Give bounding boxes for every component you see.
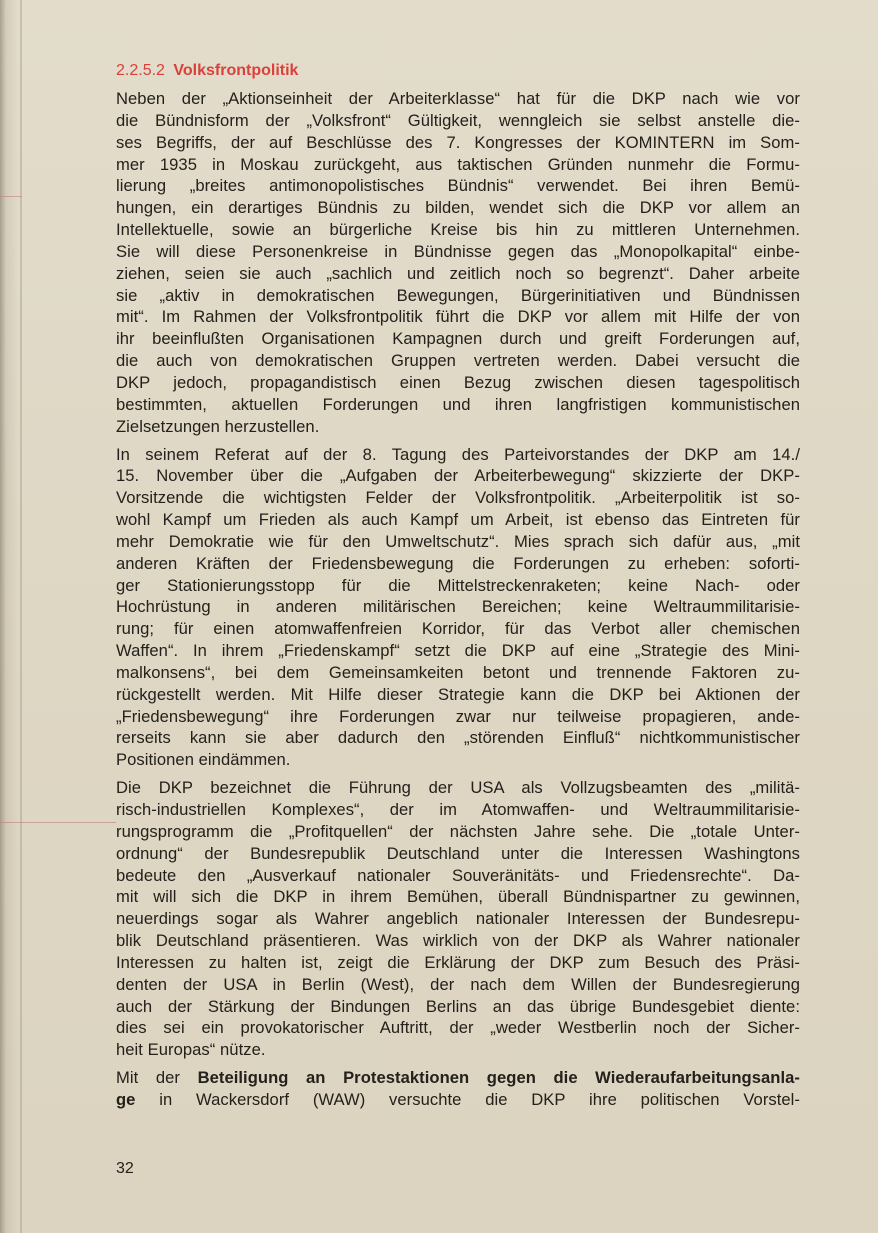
text-line: DKP jedoch, propagandistisch einen Bezug zwischen diesen tagespolitisch	[116, 372, 800, 392]
section-title: Volksfrontpolitik	[173, 62, 299, 79]
text-line: risch-industriellen Komplexes“, der im Atomwaffen- und Weltraummilitarisie-	[116, 800, 800, 819]
text-line	[116, 1089, 800, 1111]
text-line: mehr Demokratie wie für den Umweltschutz“. Mies sprach sich dafür aus, „mit	[116, 531, 800, 551]
text-line: dies sei ein provokatorischer Auftritt, der „weder Westberlin noch der Sicher-	[116, 1018, 800, 1038]
section-number: 2.2.5.2	[116, 62, 165, 79]
text-line: sie „aktiv in demokratischen Bewegungen, Bürgerinitiativen und Bündnissen	[116, 285, 800, 305]
margin-mark	[0, 822, 116, 823]
paragraph	[116, 1067, 800, 1111]
text-line: ses Begriffs, der auf Beschlüsse des 7. Kongresses der KOMINTERN im Som-	[116, 132, 800, 152]
paragraph	[116, 444, 800, 772]
text-line: ziehen, seien sie auch „sachlich und zeitlich noch so begrenzt“. Daher arbeite	[116, 263, 800, 283]
text-line: Waffen“. In ihrem „Friedenskampf“ setzt die DKP auf eine „Strategie des Mini-	[116, 641, 800, 661]
margin-mark	[0, 196, 22, 197]
text-line: lierung „breites antimonopolistisches Bündnis“ verwendet. Bei ihren Bemü-	[116, 176, 800, 196]
text-line: malkonsens“, bei dem Gemeinsamkeiten betont und trennende Faktoren zu-	[116, 662, 800, 682]
text-line: rung; für einen atomwaffenfreien Korridor, für das Verbot aller chemischen	[116, 619, 800, 639]
text-line: In seinem Referat auf der 8. Tagung des Parteivorstandes der DKP am 14./	[116, 444, 800, 464]
text-line: wohl Kampf um Frieden als auch Kampf um Arbeit, ist ebenso das Eintreten für	[116, 510, 800, 530]
text-line: 15. November über die „Aufgaben der Arbeiterbewegung“ skizzierte der DKP-	[116, 466, 800, 486]
text-column	[116, 60, 800, 1117]
text-line: ihr beeinflußten Organisationen Kampagnen durch und greift Forderungen auf,	[116, 329, 800, 349]
text-line: anderen Kräften der Friedensbewegung die Forderungen zu erheben: soforti-	[116, 553, 800, 573]
binding-edge	[20, 0, 22, 1233]
text-line: rerseits kann sie aber dadurch den „störenden Einfluß“ nichtkommunistischer	[116, 728, 800, 748]
text-line: heit Europas“ nütze.	[116, 1040, 266, 1060]
text-line: die Bündnisform der „Volksfront“ Gültigkeit, wenngleich sie selbst anstelle die-	[116, 110, 800, 130]
text-line: Die DKP bezeichnet die Führung der USA als Vollzugsbeamten des „militä-	[116, 778, 800, 798]
text-line: denten der USA in Berlin (West), der nach dem Willen der Bundesregierung	[116, 974, 800, 994]
text-line: Zielsetzungen herzustellen.	[116, 416, 320, 436]
text-line	[116, 1067, 800, 1089]
page-number: 32	[116, 1160, 134, 1177]
text-line: die auch von demokratischen Gruppen vertreten werden. Dabei versucht die	[116, 351, 800, 371]
text-line: Interessen zu halten ist, zeigt die Erklärung der DKP zum Besuch des Präsi-	[116, 952, 800, 972]
text-line: Hochrüstung in anderen militärischen Bereichen; keine Weltraummilitarisie-	[116, 597, 800, 617]
text-run: in Wackersdorf (WAW) versuchte die DKP ihre politischen Vorstel-	[135, 1089, 800, 1109]
text-line: Neben der „Aktionseinheit der Arbeiterklasse“ hat für die DKP nach wie vor	[116, 89, 800, 108]
emphasis-text: Beteiligung an Protestaktionen gegen die Wiederaufarbeitungsanla-	[197, 1068, 800, 1088]
text-line: mer 1935 in Moskau zurückgeht, aus taktischen Gründen nunmehr die Formu-	[116, 154, 800, 174]
text-run: Mit der	[116, 1068, 198, 1088]
paragraph	[116, 777, 800, 1061]
text-line: rungsprogramm die „Profitquellen“ der nächsten Jahre sehe. Die „totale Unter-	[116, 821, 800, 841]
text-line: blik Deutschland präsentieren. Was wirklich von der DKP als Wahrer nationaler	[116, 931, 800, 951]
text-line: bedeute den „Ausverkauf nationaler Souveränitäts- und Friedensrechte“. Da-	[116, 865, 800, 885]
text-line: auch der Stärkung der Bindungen Berlins an das übrige Bundesgebiet diente:	[116, 996, 800, 1016]
text-line: Positionen eindämmen.	[116, 750, 291, 770]
text-line: Vorsitzende die wichtigsten Felder der Volksfrontpolitik. „Arbeiterpolitik ist so-	[116, 488, 800, 508]
text-line: hungen, ein derartiges Bündnis zu bilden, wendet sich die DKP vor allem an	[116, 198, 800, 218]
text-line: neuerdings sogar als Wahrer angeblich nationaler Interessen der Bundesrepu-	[116, 909, 800, 929]
text-line: ger Stationierungsstopp für die Mittelstreckenraketen; keine Nach- oder	[116, 575, 800, 595]
paragraph	[116, 88, 800, 438]
text-line: Sie will diese Personenkreise in Bündnisse gegen das „Monopolkapital“ einbe-	[116, 241, 800, 261]
text-line: rückgestellt werden. Mit Hilfe dieser Strategie kann die DKP bei Aktionen der	[116, 684, 800, 704]
emphasis-text: ge	[116, 1089, 136, 1109]
text-line: bestimmten, aktuellen Forderungen und ihren langfristigen kommunistischen	[116, 394, 800, 414]
text-line: ordnung“ der Bundesrepublik Deutschland unter die Interessen Washingtons	[116, 843, 800, 863]
text-line: mit will sich die DKP in ihrem Bemühen, überall Bündnispartner zu gewinnen,	[116, 887, 800, 907]
text-line: „Friedensbewegung“ ihre Forderungen zwar nur teilweise propagieren, ande-	[116, 706, 800, 726]
section-heading	[116, 60, 800, 82]
text-line: mit“. Im Rahmen der Volksfrontpolitik führt die DKP vor allem mit Hilfe der von	[116, 307, 800, 327]
text-line: Intellektuelle, sowie an bürgerliche Kreise bis hin zu mittleren Unternehmen.	[116, 220, 800, 240]
